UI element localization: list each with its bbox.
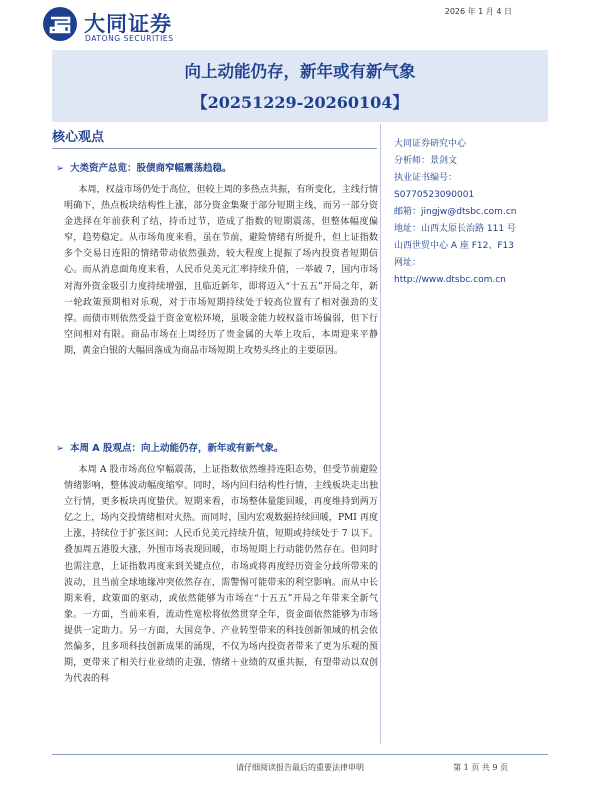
- section-heading-assets: [56, 160, 232, 174]
- analyst-info: [394, 136, 594, 289]
- section-body-assets: 本周，权益市场仍处于高位，但较上周的多热点共振，有所变化，主线行情明确下，热点板块结构性上涨，部分资金集聚于部分短期主线，而另一部分资金选择在年前获利了结，持币过节，造成了指数的短期震荡，但整体幅度偏窄，趋势稳定。从市场角度来看，虽在节前，避险情绪有所提升，但上证指数多个交易日连阳的情绪带动依然强劲，较大程度上提振了场内投资者短期信心。而从消息面角度来看，人民币兑美元汇率持续升值，一举破 7，国内市场对海外资金吸引力度持续增强，且临近新年，即将迈入“十五五”开局之年，新一轮政策预期相对乐观，对于市场短期持续处于较高位置有了相对强劲的支撑。而债市则依然受益于资金宽松环境，虽吸金能力较权益市场偏弱，但下行空间相对有限。商品市场在上周经历了贵金属的大举上攻后，本周迎来平静期，黄金白银的大幅回落成为商品市场短期上攻势头终止的主要原因。: [64, 185, 378, 356]
- datong-logo-icon: [42, 6, 78, 42]
- info-website-link[interactable]: http://www.dtsbc.com.cn: [394, 275, 506, 285]
- info-address-1: 地址：山西太原长治路 111 号: [394, 224, 516, 234]
- info-research-center: 大同证券研究中心: [394, 139, 467, 149]
- report-date: 2026 年 1 月 4 日: [444, 7, 512, 16]
- report-title: 向上动能仍存，新年或有新气象: [184, 62, 416, 81]
- footer-disclaimer: 请仔细阅读报告最后的重要法律申明: [236, 763, 364, 772]
- footer-rule: [52, 754, 548, 755]
- title-banner: [52, 50, 548, 122]
- page-number: 第 1 页 共 9 页: [453, 763, 508, 772]
- section-title-underline: [52, 148, 377, 149]
- info-cert-number: S0770523090001: [394, 190, 475, 200]
- section-title: 核心观点: [52, 130, 105, 145]
- section-heading-ashare: [56, 440, 283, 454]
- section-heading-text: 大类资产总览：股债商窄幅震荡趋稳。: [70, 163, 232, 174]
- info-website-label: 网址：: [394, 258, 422, 268]
- info-analyst: 分析师：景剑文: [394, 156, 458, 166]
- info-email[interactable]: 邮箱：jingjw@dtsbc.com.cn: [394, 207, 517, 217]
- report-period: 【20251229-20260104】: [191, 93, 409, 112]
- section-body-ashare: 本周 A 股市场高位窄幅震荡，上证指数依然维持连阳态势，但受节前避险情绪影响，整体波动幅度缩窄。同时，场内回归结构性行情，主线板块走出独立行情，更多板块再度蛰伏。短期来看，市场整体量能回暖，再度维持到两万亿之上，场内交投情绪相对火热。而同时，国内宏观数据持续回暖，PMI 再度上涨，持续位于扩张区间；人民币兑美元持续升值，短期或持续处于 7 以下。叠加周五港股大涨，外围市场表现回暖，市场短期上行动能仍然存在。但同时也需注意，上证指数再度来到关键点位，市场或将再度经历资金分歧所带来的波动，且当前全球地缘冲突依然存在，需警惕可能带来的利空影响。而从中长期来看，政策面的驱动，或依然能够为市场在“十五五”开局之年带来全新气象。一方面，当前来看，流动性宽松将依然贯穿全年，资金面依然能够为市场提供一定助力。另一方面，大国竞争、产业转型带来的科技创新领域的机会依然偏多，且多项科技创新成果的涌现，不仅为场内投资者带来了更为乐观的预期，更带来了相关行业业绩的走强，情绪＋业绩的双重共振，有望带动以双创为代表的科: [64, 465, 378, 685]
- arrow-bullet-icon: ➢: [56, 443, 64, 454]
- arrow-bullet-icon: ➢: [56, 163, 64, 174]
- logo-text-cn: 大同证券: [84, 12, 172, 36]
- info-address-2: 山西世贸中心 A 座 F12、F13: [394, 241, 514, 251]
- column-divider: [380, 124, 381, 744]
- section-heading-text: 本周 A 股观点：向上动能仍存，新年或有新气象。: [70, 443, 284, 454]
- company-logo: [42, 4, 212, 48]
- logo-text-en: DATONG SECURITIES: [85, 34, 174, 43]
- info-cert-label: 执业证书编号：: [394, 173, 458, 183]
